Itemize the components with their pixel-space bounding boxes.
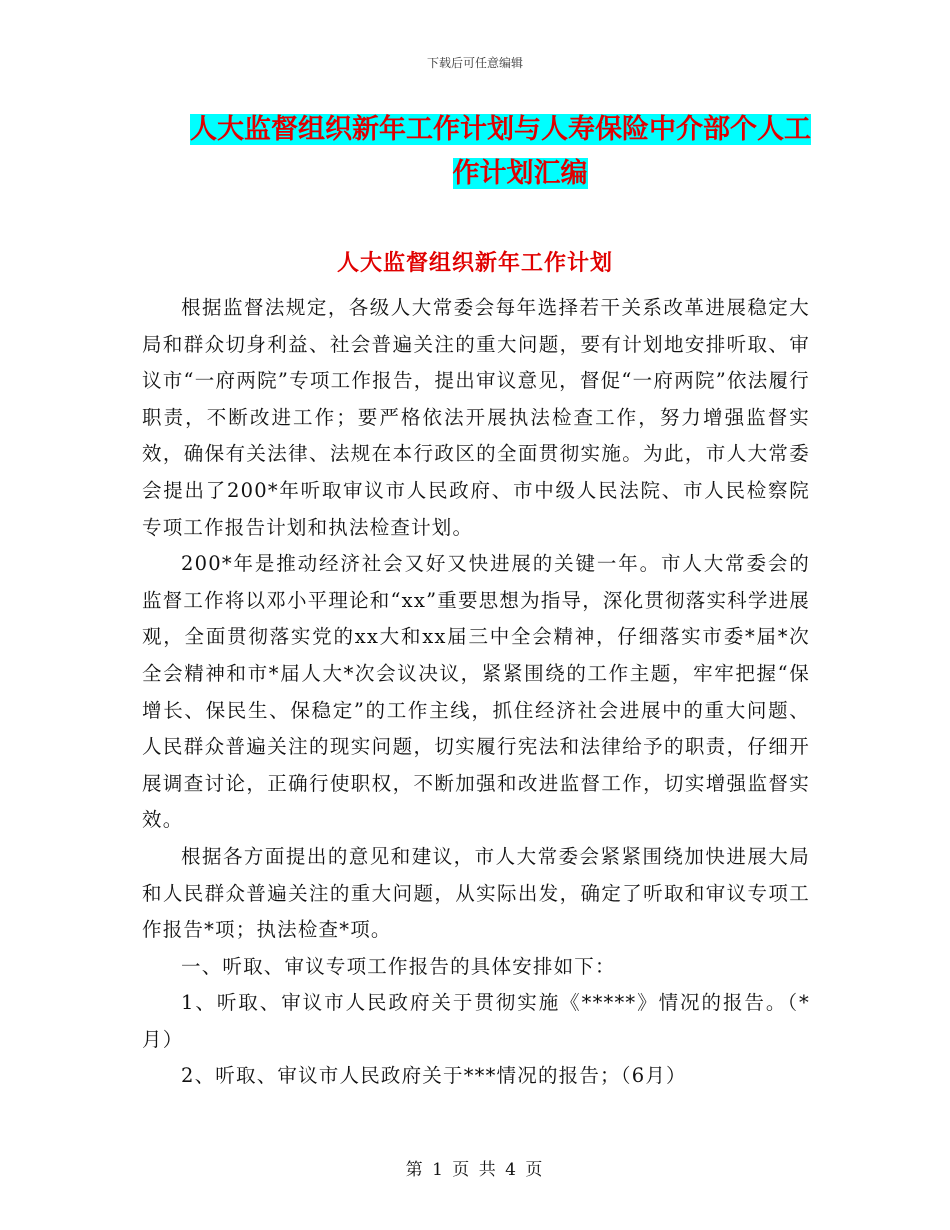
body-paragraph: 200*年是推动经济社会又好又快进展的关键一年。市人大常委会的监督工作将以邓小平理论和“xx”重要思想为指导，深化贯彻落实科学进展观，全面贯彻落实党的xx大和xx届三中全会精神，仔细落实市委*届*次全会精神和市*届人大*次会议决议，紧紧围绕的工作主题，牢牢把握“保增长、保民生、保稳定”的工作主线，抓住经济社会进展中的重大问题、人民群众普遍关注的现实问题，切实履行宪法和法律给予的职责，仔细开展调查讨论，正确行使职权，不断加强和改进监督工作，切实增强监督实效。 <box>142 552 810 832</box>
list-item: 1、听取、审议市人民政府关于贯彻实施《*****》情况的报告。（*月） <box>142 991 810 1051</box>
section-title: 人大监督组织新年工作计划 <box>336 250 613 276</box>
main-title-line-2 <box>190 152 810 196</box>
main-title-line-1 <box>190 108 810 152</box>
document-body <box>142 290 810 1095</box>
page-footer: 第 1 页 共 4 页 <box>405 1160 545 1180</box>
body-paragraph: 根据监督法规定，各级人大常委会每年选择若干关系改革进展稳定大局和群众切身利益、社会普遍关注的重大问题，要有计划地安排听取、审议市“一府两院”专项工作报告，提出审议意见，督促“一府两院”依法履行职责，不断改进工作；要严格依法开展执法检查工作，努力增强监督实效，确保有关法律、法规在本行政区的全面贯彻实施。为此，市人大常委会提出了200*年听取审议市人民政府、市中级人民法院、市人民检察院专项工作报告计划和执法检查计划。 <box>142 296 810 539</box>
main-title-line-1-text: 人大监督组织新年工作计划与人寿保险中介部个人工 <box>190 114 811 145</box>
main-title-line-2-text: 作计划汇编 <box>452 158 588 189</box>
list-item: 2、听取、审议市人民政府关于***情况的报告；（6月） <box>181 1064 687 1088</box>
document-main-title <box>190 108 810 196</box>
body-paragraph: 根据各方面提出的意见和建议，市人大常委会紧紧围绕加快进展大局和人民群众普遍关注的重大问题，从实际出发，确定了听取和审议专项工作报告*项；执法检查*项。 <box>142 844 810 942</box>
list-heading: 一、听取、审议专项工作报告的具体安排如下： <box>181 954 616 978</box>
header-note: 下载后可任意编辑 <box>426 56 523 70</box>
